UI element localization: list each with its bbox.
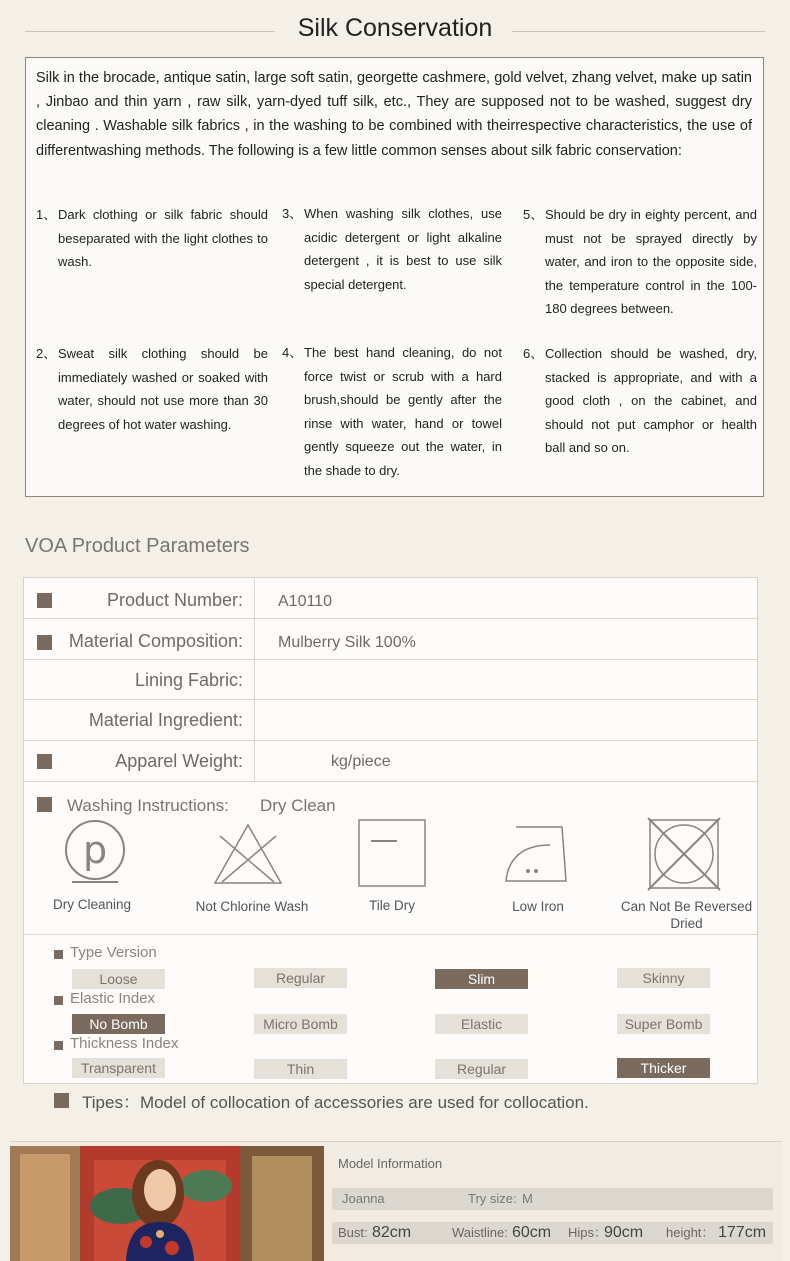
model-info-panel [10,1141,782,1261]
group-label-thickness-index: Thickness Index [70,1035,179,1052]
height-label: height： [666,1225,715,1240]
hips-label: Hips： [568,1225,608,1240]
option-thicker: Thicker [617,1058,710,1078]
tip-text: Sweat silk clothing should be immediately washed or soaked with water, should not use more than 30 degrees of hot water washing. [58,346,268,432]
option-slim: Slim [435,969,528,989]
tips-marker-icon [54,1093,69,1108]
bust-label: Bust: [338,1225,368,1240]
option-regular-thickness: Regular [435,1059,528,1079]
try-size-label: Try size: [468,1191,517,1206]
washing-label: Washing Instructions: [67,796,229,815]
option-super-bomb: Super Bomb [617,1014,710,1034]
option-skinny: Skinny [617,968,710,988]
parameters-title: VOA Product Parameters [25,535,250,557]
waist-label: Waistline: [452,1225,508,1240]
wash-label: Tile Dry [369,898,415,913]
param-row-apparel-weight [24,741,757,782]
cell-divider [254,619,255,659]
tip-number: 6、 [523,346,544,361]
model-name: Joanna [342,1191,385,1206]
option-transparent: Transparent [72,1058,165,1078]
option-loose: Loose [72,969,165,989]
tip-text: Dark clothing or silk fabric should beseparated with the light clothes to wash. [58,207,268,269]
section-title: Silk Conservation [297,14,493,42]
param-value: Mulberry Silk 100% [278,634,416,651]
tip-text: When washing silk clothes, use acidic detergent or light alkaline detergent , it is best to use silk special detergent. [304,206,502,292]
cell-divider [254,741,255,781]
washing-value: Dry Clean [260,796,336,815]
tip-number: 1、 [36,207,57,222]
tip-text: Should be dry in eighty percent, and must not be sprayed directly by water, and iron to the opposite side, the temperature control in the 100-180 degrees between. [545,207,757,316]
model-photo-image [10,1146,324,1261]
parameters-table [23,577,758,1084]
care-intro-text: Silk in the brocade, antique satin, large soft satin, georgette cashmere, gold velvet, zhang velvet, make up satin , Jinbao and thin yarn , raw silk, yarn-dyed tuff silk, etc., They are supposed not to be washed, suggest dry cleaning . Washable silk fabrics , in the washing to be combined with theirrespective characteristics, the use of differentwashing methods. The following is a few little common senses about silk fabric conservation: [36,70,752,159]
dry-cleaning-glyph: p [82,828,108,872]
param-row-material-composition [24,619,757,660]
tile-dry-icon [357,818,427,888]
height-value: 177cm [718,1224,767,1241]
cell-divider [254,660,255,699]
hips-value: 90cm [604,1224,644,1241]
param-label: Material Ingredient: [88,710,243,730]
option-regular: Regular [254,968,347,988]
model-name-bar [332,1188,773,1210]
tip-text: The best hand cleaning, do not force twist or scrub with a hard brush,should be gently after the rinse with water, hand or towel gently squeeze out the water, in the shade to dry. [304,345,502,478]
model-info-heading: Model Information [338,1156,443,1171]
model-measurements-bar [332,1222,773,1244]
wash-label: Dry Cleaning [52,897,132,912]
param-label: Apparel Weight: [115,751,243,771]
tip-number: 5、 [523,207,544,222]
not-chlorine-wash-icon [212,822,284,886]
care-instructions-box [25,57,764,497]
cell-divider [254,700,255,740]
option-thin: Thin [254,1059,347,1079]
tips-row [23,1085,758,1115]
param-value: A10110 [278,593,332,610]
param-label: Product Number: [106,590,243,610]
wash-label: Can Not Be Reversed Dried [620,899,753,931]
tip-number: 3、 [282,206,303,221]
tip-number: 2、 [36,346,57,361]
model-photo [10,1146,324,1261]
cell-divider [254,578,255,618]
param-row-lining-fabric [24,660,757,700]
tip-number: 4、 [282,345,303,360]
param-row-material-ingredient [24,700,757,741]
row-marker-icon [37,635,52,650]
param-label: Material Composition: [68,631,243,651]
option-no-bomb: No Bomb [72,1014,165,1034]
row-marker-icon [37,593,52,608]
wash-label: Low Iron [512,899,564,914]
param-label: Lining Fabric: [134,670,243,690]
group-marker-icon [54,950,63,959]
group-label-type-version: Type Version [70,944,157,961]
tip-text: Collection should be washed, dry, stacked is appropriate, and with a good cloth , on the cabinet, and should not put camphor or health ball and so on. [545,346,757,455]
tips-text: Tipes：Model of collocation of accessories are used for collocation. [82,1093,589,1112]
group-label-elastic-index: Elastic Index [70,990,156,1007]
param-row-product-number [24,578,757,619]
dry-cleaning-icon [62,818,128,884]
row-marker-icon [37,797,52,812]
group-marker-icon [54,1041,63,1050]
section-divider [24,934,757,935]
row-marker-icon [37,754,52,769]
param-value: kg/piece [331,753,391,770]
wash-label: Not Chlorine Wash [195,899,309,914]
low-iron-icon [502,823,574,885]
option-elastic: Elastic [435,1014,528,1034]
try-size-value: M [522,1191,533,1206]
option-micro-bomb: Micro Bomb [254,1014,347,1034]
group-marker-icon [54,996,63,1005]
bust-value: 82cm [372,1224,412,1241]
no-tumble-dry-icon [646,816,722,892]
waist-value: 60cm [512,1224,552,1241]
